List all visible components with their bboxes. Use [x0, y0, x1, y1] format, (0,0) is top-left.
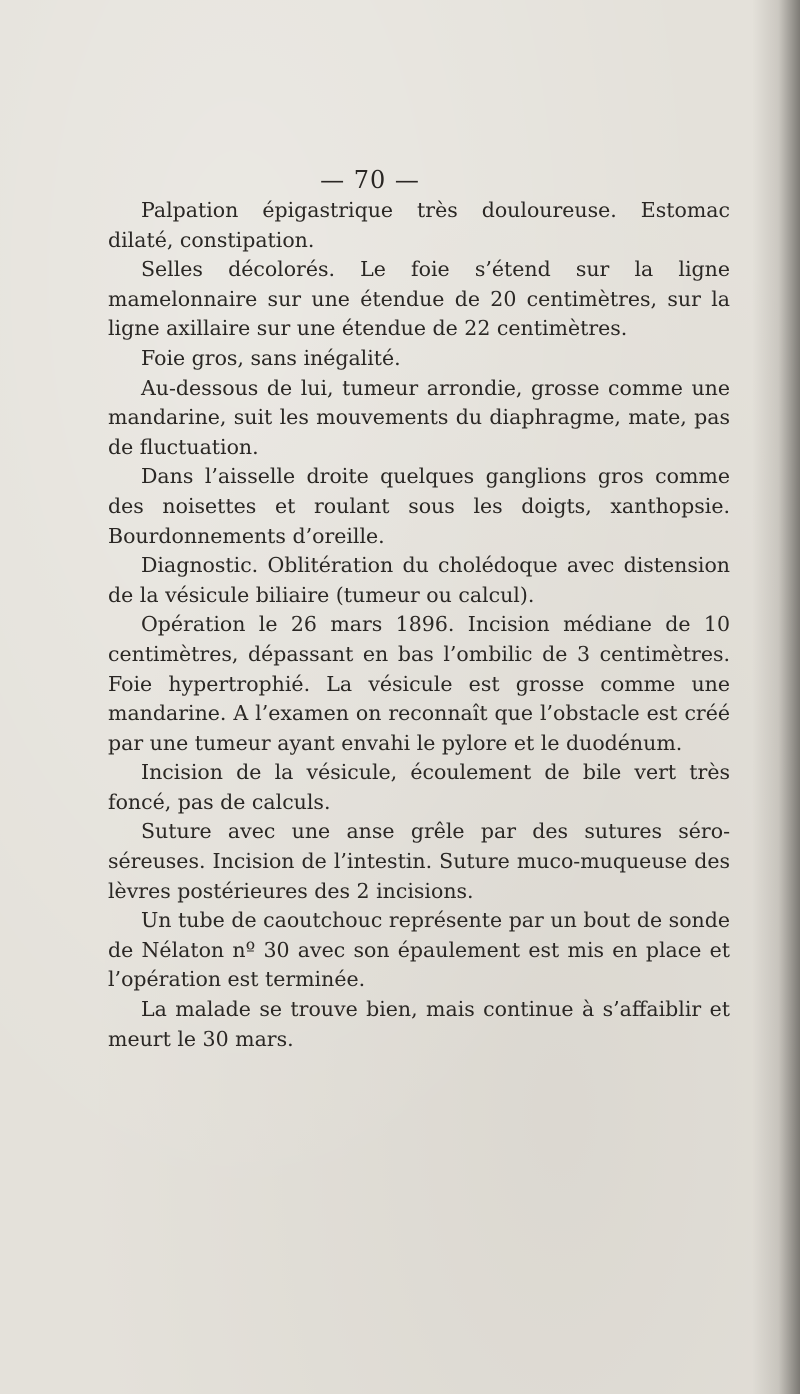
- paragraph: Selles décolorés. Le foie s’étend sur la ligne mamelonnaire sur une étendue de 20 centimètres, sur la ligne axillaire sur une étendue de 22 centimètres.: [108, 257, 730, 341]
- paragraph: Au-dessous de lui, tumeur arrondie, grosse comme une mandarine, suit les mouvements du diaphragme, mate, pas de fluctuation.: [108, 375, 730, 459]
- page-number: — 70 —: [320, 166, 420, 194]
- paragraph: Suture avec une anse grêle par des sutures séro-séreuses. Incision de l’intestin. Suture muco-muqueuse des lèvres postérieures des 2 incisions.: [108, 819, 730, 903]
- paragraph: Palpation épigastrique très douloureuse. Estomac dilaté, constipation.: [108, 198, 730, 252]
- paragraph: Opération le 26 mars 1896. Incision médiane de 10 centimètres, dépassant en bas l’ombilic de 3 centimètres. Foie hypertrophié. La vésicule est grosse comme une mandarine. A l’examen on reconnaît que l’obstacle est créé par une tumeur ayant envahi le pylore et le duodénum.: [108, 612, 730, 755]
- paragraph: La malade se trouve bien, mais continue à s’affaiblir et meurt le 30 mars.: [108, 997, 730, 1051]
- paragraph: Dans l’aisselle droite quelques ganglions gros comme des noisettes et roulant sous les doigts, xanthopsie. Bourdonnements d’oreille.: [108, 464, 730, 548]
- page-edge-shadow: [752, 0, 800, 1394]
- paragraph: Foie gros, sans inégalité.: [141, 345, 401, 370]
- paragraph: Un tube de caoutchouc représente par un bout de sonde de Nélaton nº 30 avec son épaulement est mis en place et l’opération est terminée.: [108, 908, 730, 992]
- paragraph: Incision de la vésicule, écoulement de bile vert très foncé, pas de calculs.: [108, 760, 730, 814]
- body-text: [108, 196, 730, 1054]
- paragraph: Diagnostic. Oblitération du cholédoque avec distension de la vésicule biliaire (tumeur ou calcul).: [108, 553, 730, 607]
